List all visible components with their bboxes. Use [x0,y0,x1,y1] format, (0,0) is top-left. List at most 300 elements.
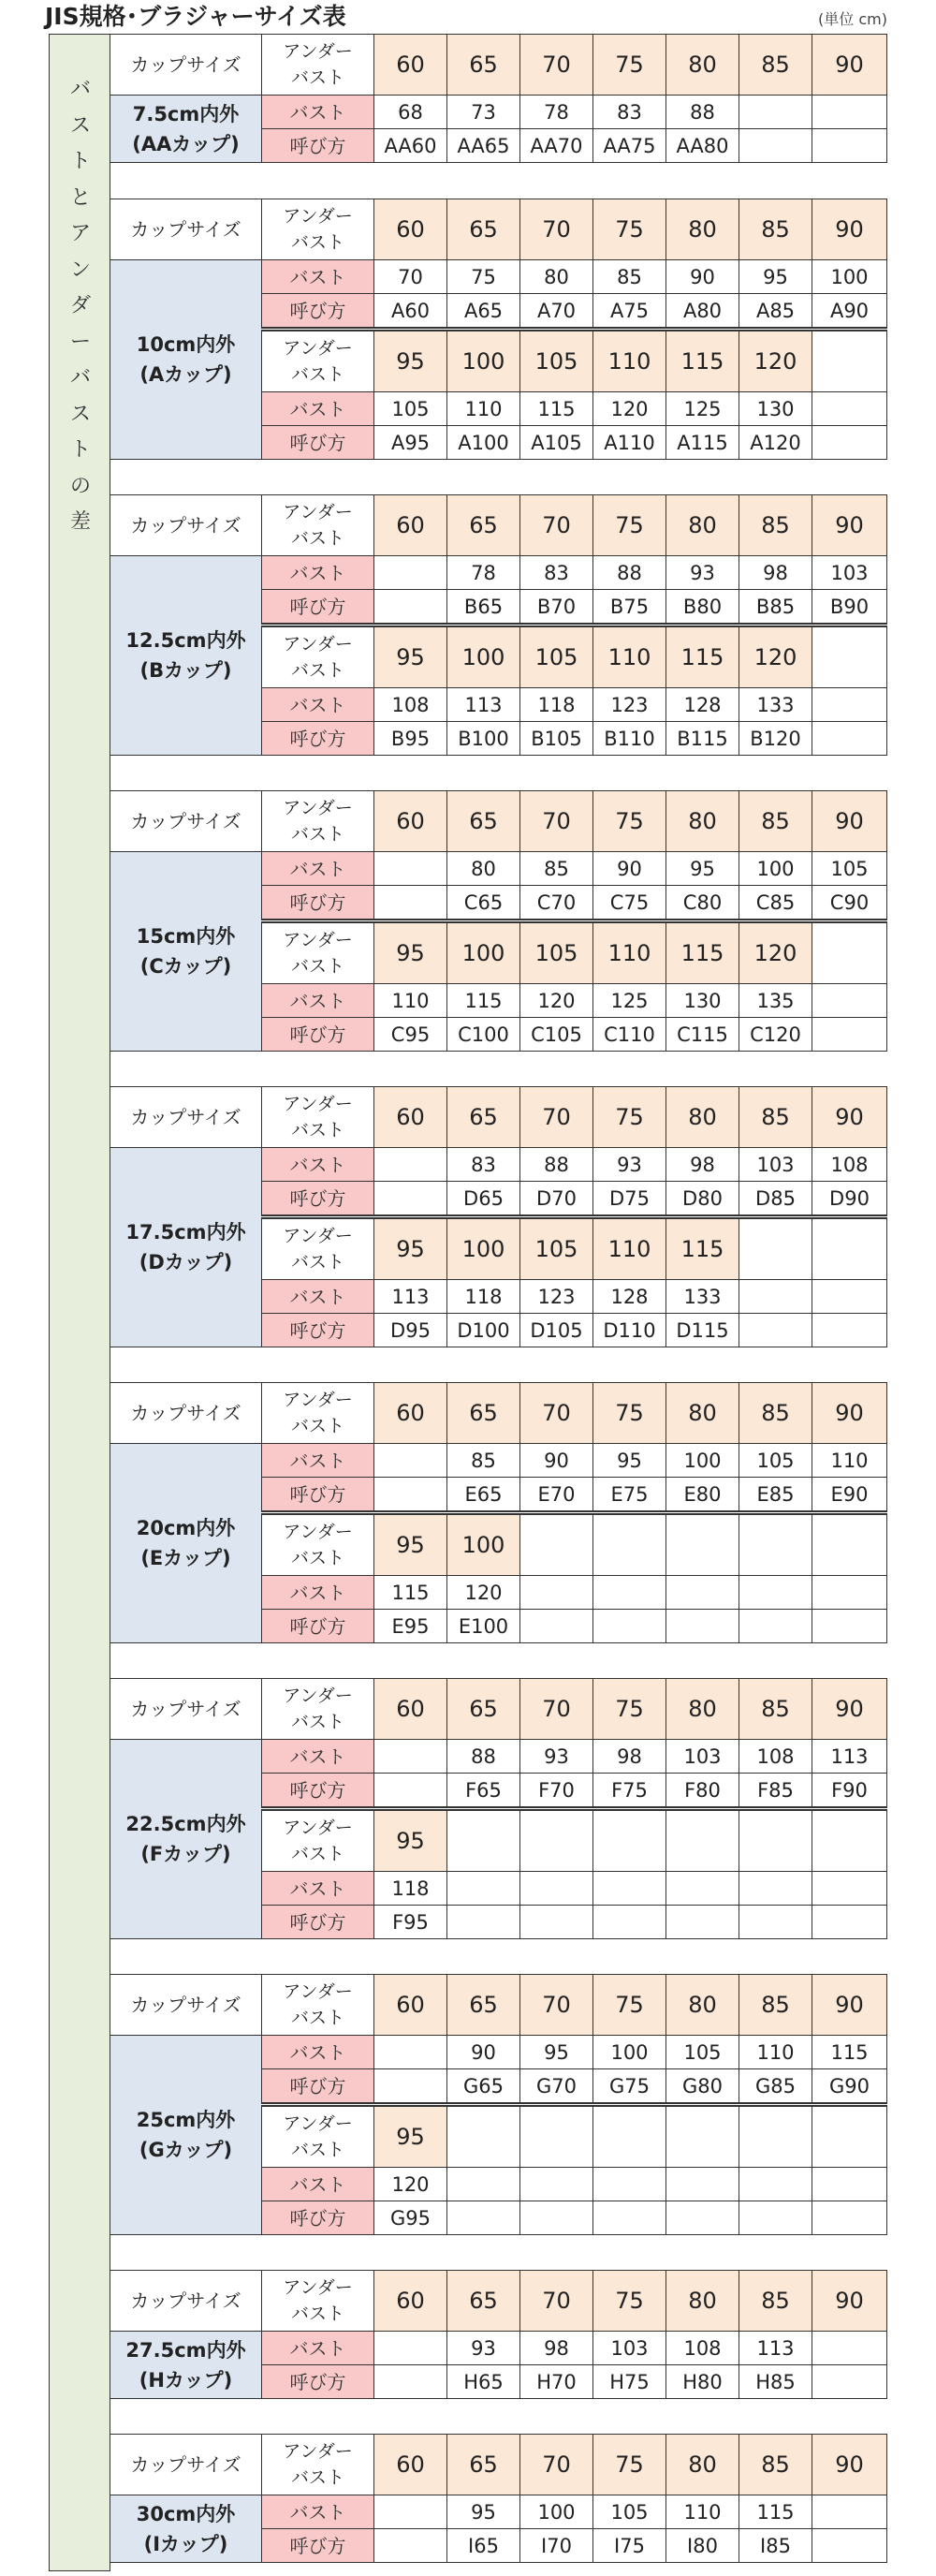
size-table-5 [110,1382,887,1643]
bust-value [739,2168,812,2201]
table-row [110,199,887,260]
bust-value [374,1740,447,1774]
table-row [110,791,887,852]
size-call-value [739,1906,812,1939]
cup-name: (Bカップ) [139,659,232,682]
size-call-value: B115 [666,722,739,756]
bust-value: 120 [593,392,666,426]
b-under-bust-label [262,1513,374,1576]
size-call-value [812,426,887,460]
sidebar-char: と [69,185,91,210]
bust-value: 128 [593,1280,666,1314]
under-bust-value: 110 [593,921,666,984]
bust-value: 105 [739,1444,812,1478]
size-call-value: AA80 [666,129,739,163]
bust-value: 105 [593,2495,666,2529]
under-bust-value [520,2105,593,2168]
under-bust-value: 85 [739,35,812,96]
bust-value: 83 [520,556,593,590]
call-label: 呼び方 [262,1906,374,1939]
under-bust-value: 115 [666,921,739,984]
under-bust-value: 70 [520,791,593,852]
under-bust-value [739,1513,812,1576]
size-call-value: A95 [374,426,447,460]
under-bust-value: 90 [812,1383,887,1444]
size-call-value: B85 [739,590,812,626]
size-table [110,1974,887,2235]
sidebar-char: バ [69,78,91,101]
size-call-value: D85 [739,1182,812,1217]
size-call-value: A105 [520,426,593,460]
table-row [110,35,887,96]
bust-value: 113 [447,688,520,722]
size-call-value [812,1018,887,1052]
under-bust-value: 75 [593,1087,666,1148]
cup-size-header: カップサイズ [110,199,262,260]
size-call-value [374,1478,447,1513]
bust-value: 123 [593,688,666,722]
under-bust-value: 75 [593,2271,666,2332]
size-call-value: A120 [739,426,812,460]
under-label-line1: アンダー [283,1818,353,1838]
under-bust-value: 65 [447,1087,520,1148]
under-label-line2: バスト [290,528,344,549]
bust-value: 95 [739,260,812,294]
under-bust-value: 65 [447,2271,520,2332]
bust-value: 113 [739,2332,812,2365]
bust-value: 115 [739,2495,812,2529]
size-call-value: H70 [520,2365,593,2399]
under-bust-value [593,1513,666,1576]
size-call-value: D110 [593,1314,666,1347]
under-bust-value: 90 [812,495,887,556]
bust-label: バスト [262,2168,374,2201]
sidebar-vertical-label [50,72,111,541]
size-call-value: E90 [812,1478,887,1513]
bust-value: 95 [593,1444,666,1478]
bust-value: 115 [812,2036,887,2069]
cup-difference: 22.5cm内外 [125,1813,246,1835]
bust-value: 75 [447,260,520,294]
size-call-value [374,2365,447,2399]
bust-value [812,984,887,1018]
bust-value: 125 [593,984,666,1018]
size-call-value: F90 [812,1774,887,1809]
under-bust-value: 115 [666,1217,739,1280]
call-label: 呼び方 [262,1610,374,1643]
bust-label: バスト [262,556,374,590]
size-table [110,1678,887,1939]
table-row [110,1148,887,1182]
under-bust-value: 75 [593,791,666,852]
size-call-value [666,2201,739,2235]
call-label: 呼び方 [262,2069,374,2105]
sidebar-char: バ [69,366,91,390]
under-bust-value [520,1513,593,1576]
call-label: 呼び方 [262,1774,374,1809]
under-label-line1: アンダー [283,2113,353,2134]
call-label: 呼び方 [262,1018,374,1052]
bust-value [374,1148,447,1182]
bust-value: 115 [447,984,520,1018]
under-bust-value: 65 [447,2435,520,2495]
bust-value [812,392,887,426]
bust-value: 120 [374,2168,447,2201]
under-bust-value: 90 [812,2435,887,2495]
under-bust-value [812,1809,887,1872]
size-call-value: A70 [520,294,593,330]
bust-value: 100 [520,2495,593,2529]
size-call-value: E85 [739,1478,812,1513]
bust-value [593,1872,666,1906]
bust-label: バスト [262,96,374,129]
under-bust-value: 80 [666,495,739,556]
call-label: 呼び方 [262,294,374,330]
cup-group-cell [110,556,262,756]
call-label: 呼び方 [262,129,374,163]
size-call-value: D80 [666,1182,739,1217]
under-bust-value: 70 [520,1383,593,1444]
bust-value: 83 [447,1148,520,1182]
under-label-line1: アンダー [283,1390,353,1410]
under-bust-value: 65 [447,791,520,852]
size-table-1 [110,199,887,460]
size-table [110,790,887,1052]
size-call-value: H80 [666,2365,739,2399]
bust-value: 85 [593,260,666,294]
sidebar-char: ー [69,330,91,354]
under-bust-value: 65 [447,1975,520,2036]
size-table [110,1086,887,1347]
bust-value [739,96,812,129]
size-call-value: A60 [374,294,447,330]
bust-label: バスト [262,2036,374,2069]
under-bust-value: 75 [593,495,666,556]
sidebar-char: ト [69,150,91,173]
under-label-line2: バスト [290,364,344,385]
cup-group-cell [110,2495,262,2563]
size-call-value: C95 [374,1018,447,1052]
size-call-value [374,886,447,921]
bust-value [812,2495,887,2529]
under-bust-value [812,330,887,392]
under-bust-value: 60 [374,2435,447,2495]
table-row [110,2495,887,2529]
under-bust-value [593,2105,666,2168]
table-row [110,556,887,590]
size-call-value: E65 [447,1478,520,1513]
size-call-value [447,1906,520,1939]
bust-value [374,556,447,590]
size-call-value: E95 [374,1610,447,1643]
bust-value: 98 [666,1148,739,1182]
under-bust-value [593,1809,666,1872]
bust-value [374,852,447,886]
b-under-bust-label [262,2105,374,2168]
under-bust-value [447,1809,520,1872]
under-bust-value: 90 [812,1975,887,2036]
cup-difference: 10cm内外 [136,333,236,356]
table-row [110,1975,887,2036]
bust-value [666,1576,739,1610]
size-call-value [447,2201,520,2235]
bust-value: 103 [593,2332,666,2365]
call-label: 呼び方 [262,2201,374,2235]
bust-value: 85 [447,1444,520,1478]
size-call-value: G85 [739,2069,812,2105]
bust-value: 133 [739,688,812,722]
under-bust-value: 90 [812,2271,887,2332]
under-bust-value: 85 [739,2435,812,2495]
bust-label: バスト [262,984,374,1018]
cup-difference: 30cm内外 [136,2502,236,2525]
sidebar-char: ダ [69,294,91,317]
under-bust-value: 70 [520,495,593,556]
cup-group-cell [110,96,262,163]
size-call-value [520,2201,593,2235]
size-call-value: C110 [593,1018,666,1052]
bust-value: 93 [447,2332,520,2365]
bust-label: バスト [262,2332,374,2365]
cup-size-header: カップサイズ [110,1679,262,1740]
size-call-value [812,2201,887,2235]
cup-size-header: カップサイズ [110,495,262,556]
under-bust-value: 60 [374,1383,447,1444]
under-bust-value: 90 [812,199,887,260]
bust-label: バスト [262,1280,374,1314]
size-call-value [666,1610,739,1643]
bust-value: 108 [666,2332,739,2365]
table-row [110,1383,887,1444]
size-call-value: AA70 [520,129,593,163]
table-row [110,2435,887,2495]
bust-value: 118 [520,688,593,722]
table-row [110,495,887,556]
bust-value: 118 [447,1280,520,1314]
cup-difference: 27.5cm内外 [125,2338,246,2362]
bust-value: 105 [812,852,887,886]
size-call-value: E100 [447,1610,520,1643]
size-call-value: B100 [447,722,520,756]
under-bust-value: 85 [739,2271,812,2332]
under-bust-value: 75 [593,199,666,260]
cup-size-header: カップサイズ [110,1383,262,1444]
size-call-value [374,2529,447,2563]
size-table-6 [110,1678,887,1939]
bust-value [374,2495,447,2529]
bust-label: バスト [262,1740,374,1774]
call-label: 呼び方 [262,1314,374,1347]
size-call-value: C65 [447,886,520,921]
cup-difference: 17.5cm内外 [125,1221,246,1244]
under-label-line1: アンダー [283,338,353,359]
size-call-value: C90 [812,886,887,921]
size-call-value: E70 [520,1478,593,1513]
size-table-2 [110,494,887,756]
bust-value: 118 [374,1872,447,1906]
under-bust-value: 75 [593,35,666,96]
bust-value: 103 [739,1148,812,1182]
under-bust-value: 80 [666,1383,739,1444]
bust-value: 128 [666,688,739,722]
sidebar-char: ト [69,438,91,462]
under-bust-value: 60 [374,1679,447,1740]
size-table-8 [110,2270,887,2399]
size-call-value [739,1610,812,1643]
bust-value [666,1872,739,1906]
bust-value [666,2168,739,2201]
under-label-line2: バスト [290,660,344,681]
size-call-value [593,1610,666,1643]
size-call-value: F70 [520,1774,593,1809]
size-table [110,2270,887,2399]
under-label-line1: アンダー [283,1094,353,1114]
size-call-value: F80 [666,1774,739,1809]
a-under-bust-label [262,2271,374,2332]
under-bust-value: 85 [739,1679,812,1740]
cup-name: (Fカップ) [140,1843,231,1865]
cup-group-cell [110,2332,262,2399]
sidebar-char: ス [69,113,91,138]
bust-value: 90 [666,260,739,294]
sidebar-char: ン [69,258,91,282]
sidebar-char: ア [69,222,91,245]
bust-value [520,2168,593,2201]
under-bust-value: 70 [520,2271,593,2332]
bust-value [593,2168,666,2201]
under-label-line1: アンダー [283,1685,353,1706]
size-call-value [739,1314,812,1347]
bust-value: 123 [520,1280,593,1314]
bust-value: 90 [447,2036,520,2069]
bust-value: 88 [593,556,666,590]
b-under-bust-label [262,330,374,392]
size-call-value: A110 [593,426,666,460]
under-bust-value: 100 [447,1513,520,1576]
size-call-value: C100 [447,1018,520,1052]
bust-value: 130 [666,984,739,1018]
under-bust-value: 60 [374,35,447,96]
under-bust-value: 85 [739,495,812,556]
bust-value [739,1872,812,1906]
call-label: 呼び方 [262,886,374,921]
size-call-value [812,722,887,756]
under-label-line1: アンダー [283,634,353,655]
under-label-line2: バスト [290,2008,344,2028]
size-call-value: B90 [812,590,887,626]
bust-value: 95 [447,2495,520,2529]
a-under-bust-label [262,1383,374,1444]
under-bust-value: 90 [812,791,887,852]
cup-name: (Gカップ) [139,2139,233,2161]
under-bust-value: 75 [593,1679,666,1740]
bust-value: 73 [447,96,520,129]
bust-value: 100 [593,2036,666,2069]
size-call-value [739,129,812,163]
bust-value: 120 [520,984,593,1018]
bust-value: 135 [739,984,812,1018]
size-call-value: E80 [666,1478,739,1513]
under-bust-value: 80 [666,1087,739,1148]
under-bust-value: 70 [520,2435,593,2495]
under-bust-value: 90 [812,1679,887,1740]
size-table-0 [110,34,887,163]
under-bust-value [812,626,887,688]
under-label-line1: アンダー [283,41,353,62]
a-under-bust-label [262,35,374,96]
under-bust-value: 60 [374,791,447,852]
size-call-value [812,1314,887,1347]
under-bust-value: 100 [447,626,520,688]
bust-value [520,1576,593,1610]
under-bust-value: 95 [374,1809,447,1872]
table-row [110,852,887,886]
size-table-9 [110,2434,887,2563]
under-bust-value: 80 [666,1679,739,1740]
bust-value: 80 [447,852,520,886]
size-call-value: C105 [520,1018,593,1052]
size-call-value: D70 [520,1182,593,1217]
under-bust-value [666,1513,739,1576]
a-under-bust-label [262,791,374,852]
cup-name: (Aカップ) [139,363,232,386]
bust-value: 113 [812,1740,887,1774]
call-label: 呼び方 [262,426,374,460]
under-label-line1: アンダー [283,206,353,227]
under-bust-value: 80 [666,35,739,96]
size-call-value: B65 [447,590,520,626]
under-bust-value: 60 [374,1087,447,1148]
bust-value: 130 [739,392,812,426]
cup-difference: 20cm内外 [136,1517,236,1539]
a-under-bust-label [262,495,374,556]
under-bust-value: 85 [739,1975,812,2036]
size-call-value: A75 [593,294,666,330]
bust-value: 103 [812,556,887,590]
bust-value [812,688,887,722]
size-call-value [593,1906,666,1939]
bust-value: 70 [374,260,447,294]
page-title: JIS規格･ブラジャーサイズ表 [45,3,346,30]
size-call-value [812,1906,887,1939]
cup-difference: 15cm内外 [136,925,236,948]
size-table-7 [110,1974,887,2235]
bust-value: 80 [520,260,593,294]
table-row [110,2332,887,2365]
under-bust-value: 65 [447,35,520,96]
unit-note: (単位 cm) [818,10,887,28]
bust-value [447,1872,520,1906]
size-table [110,34,887,163]
bust-value [812,1280,887,1314]
under-bust-value [812,921,887,984]
bust-value [374,1444,447,1478]
bust-label: バスト [262,1872,374,1906]
size-call-value: AA60 [374,129,447,163]
table-row [110,2271,887,2332]
cup-name: (Dカップ) [139,1251,233,1273]
size-call-value: G75 [593,2069,666,2105]
under-bust-value: 65 [447,495,520,556]
a-under-bust-label [262,1975,374,2036]
bust-value: 115 [374,1576,447,1610]
under-bust-value: 70 [520,1087,593,1148]
size-call-value: C120 [739,1018,812,1052]
under-label-line2: バスト [290,2304,344,2324]
under-bust-value: 95 [374,626,447,688]
bust-value: 98 [520,2332,593,2365]
size-call-value [812,2365,887,2399]
